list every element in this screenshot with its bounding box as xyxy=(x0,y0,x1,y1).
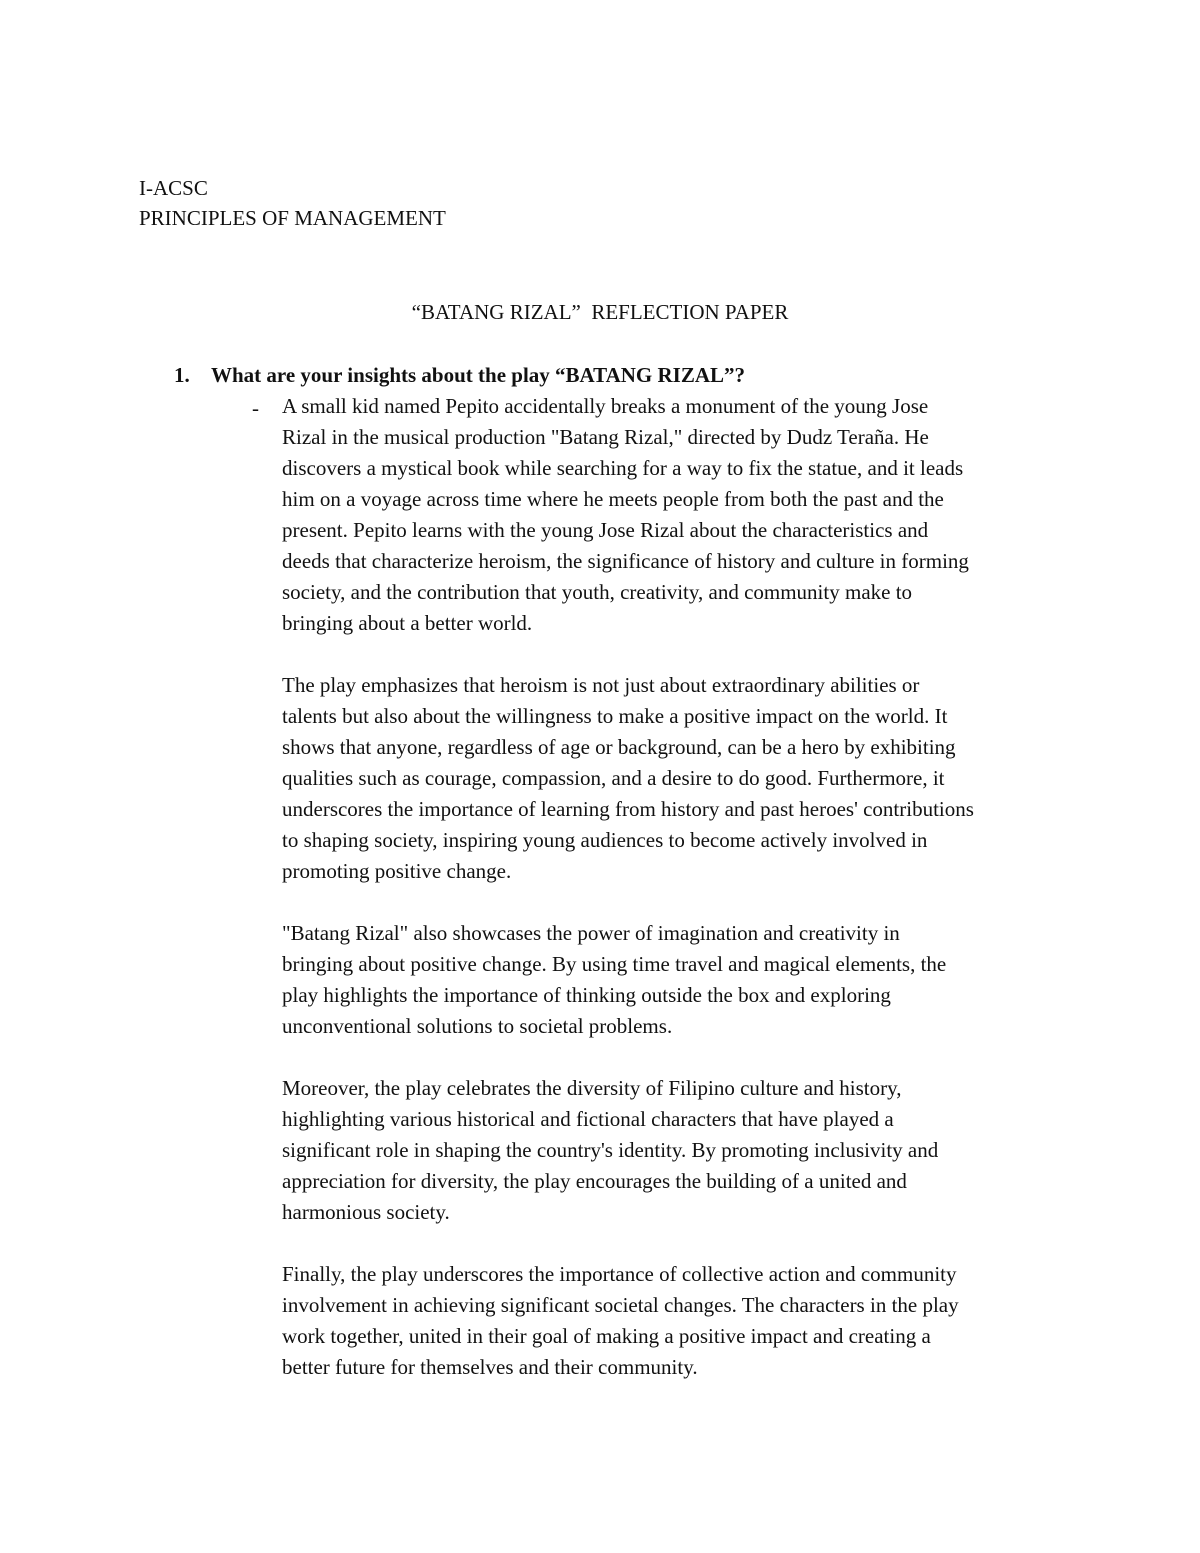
paragraph-line: Finally, the play underscores the importance of collective action and community xyxy=(282,1262,957,1286)
paragraph-line: work together, united in their goal of making a positive impact and creating a xyxy=(282,1324,931,1348)
question-text: What are your insights about the play “BATANG RIZAL”? xyxy=(211,363,746,387)
paragraph-line: harmonious society. xyxy=(282,1200,450,1224)
paragraph-line: deeds that characterize heroism, the significance of history and culture in forming xyxy=(282,549,969,573)
paragraph-line: The play emphasizes that heroism is not just about extraordinary abilities or xyxy=(282,673,920,697)
paragraph-line: shows that anyone, regardless of age or background, can be a hero by exhibiting xyxy=(282,735,956,759)
paragraph-line: discovers a mystical book while searching for a way to fix the statue, and it leads xyxy=(282,456,964,480)
paragraph-line: significant role in shaping the country's identity. By promoting inclusivity and xyxy=(282,1138,939,1162)
paragraph-line: qualities such as courage, compassion, and a desire to do good. Furthermore, it xyxy=(282,766,945,790)
paragraph-line: him on a voyage across time where he meets people from both the past and the xyxy=(282,487,944,511)
paragraph-line: Moreover, the play celebrates the diversity of Filipino culture and history, xyxy=(282,1076,902,1100)
answer-paragraph xyxy=(282,670,1072,887)
answer-paragraph xyxy=(282,1259,1072,1383)
paragraph-line: bringing about positive change. By using time travel and magical elements, the xyxy=(282,952,947,976)
paragraph-line: "Batang Rizal" also showcases the power of imagination and creativity in xyxy=(282,921,900,945)
answer-bullet: - xyxy=(252,396,259,420)
paragraph-line: involvement in achieving significant societal changes. The characters in the play xyxy=(282,1293,959,1317)
paper-title: “BATANG RIZAL” REFLECTION PAPER xyxy=(411,300,789,324)
paragraph-line: bringing about a better world. xyxy=(282,611,533,635)
course-title: PRINCIPLES OF MANAGEMENT xyxy=(139,206,446,230)
paragraph-line: play highlights the importance of thinking outside the box and exploring xyxy=(282,983,891,1007)
paragraph-line: underscores the importance of learning from history and past heroes' contributions xyxy=(282,797,974,821)
paragraph-line: highlighting various historical and fictional characters that have played a xyxy=(282,1107,894,1131)
answer-paragraph xyxy=(282,1073,1072,1228)
paragraph-line: talents but also about the willingness to make a positive impact on the world. It xyxy=(282,704,948,728)
answer-paragraph xyxy=(282,918,1072,1042)
question-1 xyxy=(174,360,745,390)
course-code: I-ACSC xyxy=(139,176,208,200)
answer-body xyxy=(282,391,1072,1414)
paragraph-line: society, and the contribution that youth, creativity, and community make to xyxy=(282,580,913,604)
paragraph-line: promoting positive change. xyxy=(282,859,512,883)
paragraph-line: A small kid named Pepito accidentally breaks a monument of the young Jose xyxy=(282,394,929,418)
paragraph-line: appreciation for diversity, the play encourages the building of a united and xyxy=(282,1169,907,1193)
paragraph-line: to shaping society, inspiring young audiences to become actively involved in xyxy=(282,828,928,852)
paragraph-line: better future for themselves and their community. xyxy=(282,1355,698,1379)
paragraph-line: present. Pepito learns with the young Jose Rizal about the characteristics and xyxy=(282,518,929,542)
paragraph-line: unconventional solutions to societal problems. xyxy=(282,1014,673,1038)
answer-paragraph xyxy=(282,391,1072,639)
question-number: 1. xyxy=(174,363,190,387)
paragraph-line: Rizal in the musical production "Batang Rizal," directed by Dudz Teraña. He xyxy=(282,425,929,449)
